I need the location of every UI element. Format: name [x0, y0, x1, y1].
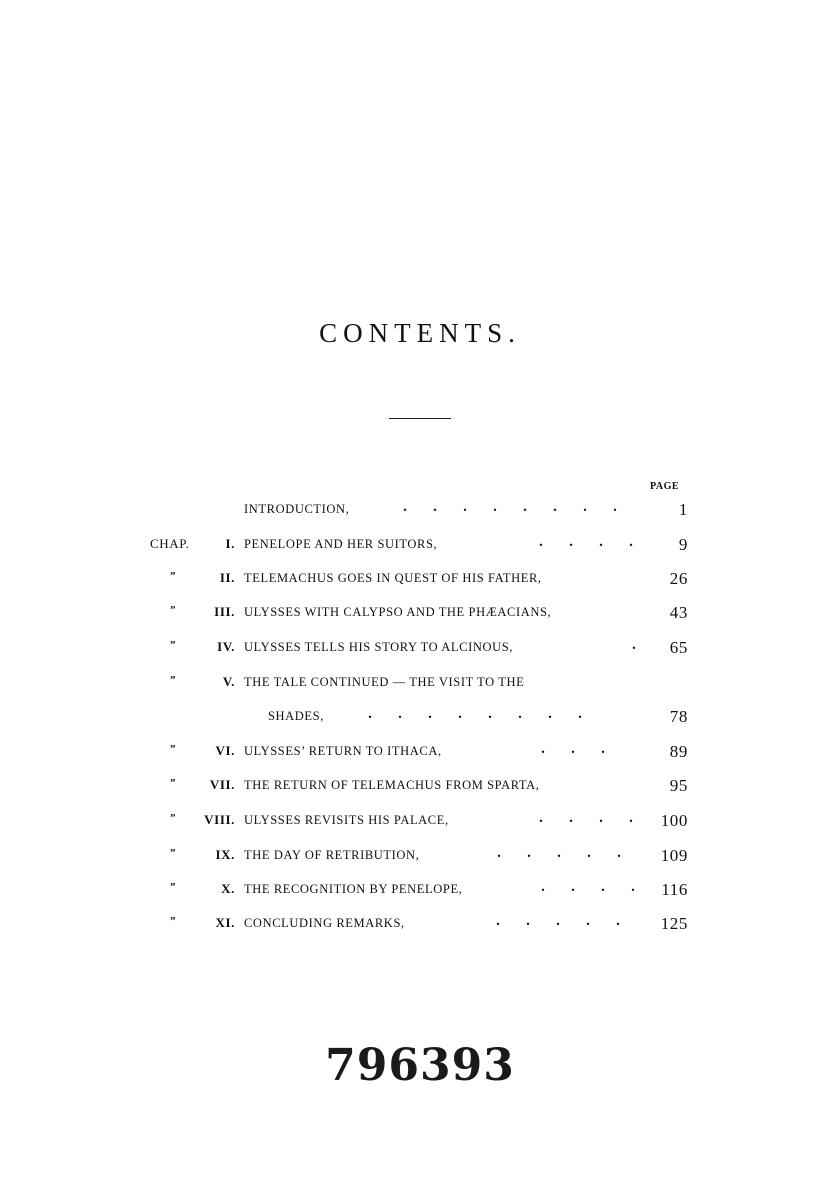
leader-dots: . . . . . . . . — [403, 499, 617, 515]
toc-entry-title: THE DAY OF RETRIBUTION, — [244, 848, 420, 862]
leader-dots: . . . . . — [496, 913, 620, 929]
chapter-number: II. — [219, 570, 235, 585]
chapter-number: IV. — [217, 639, 235, 654]
ditto-mark: ” — [170, 639, 177, 651]
ditto-mark: ” — [170, 570, 177, 582]
ditto-mark: ” — [170, 812, 177, 824]
toc-page-number: 43 — [669, 603, 688, 622]
library-stamp-number: 796393 — [325, 1040, 515, 1091]
toc-entry-title: ULYSSES’ RETURN TO ITHACA, — [244, 744, 442, 758]
leader-dots: . . . — [541, 741, 605, 757]
page-column-header: PAGE — [650, 481, 680, 492]
leader-dots: . . . . — [541, 879, 635, 895]
toc-entry-title: THE RETURN OF TELEMACHUS FROM SPARTA, — [244, 778, 540, 792]
leader-dots: . — [632, 637, 636, 653]
leader-dots: . . . . — [539, 534, 633, 550]
toc-row — [0, 913, 840, 935]
toc-page-number: 89 — [669, 742, 688, 761]
toc-page-number: 109 — [660, 846, 688, 865]
leader-dots: . . . . . — [497, 845, 621, 861]
chapter-number: I. — [225, 536, 235, 551]
toc-page-number: 1 — [678, 500, 688, 519]
leader-dots: . . . . — [539, 810, 633, 826]
toc-page-number: 100 — [660, 811, 688, 830]
chapter-number: XI. — [215, 915, 235, 930]
toc-row — [0, 845, 840, 867]
toc-entry-title: ULYSSES REVISITS HIS PALACE, — [244, 813, 449, 827]
page-title: CONTENTS. — [319, 318, 521, 348]
toc-page-number: 9 — [678, 535, 688, 554]
ditto-mark: ” — [170, 881, 177, 893]
toc-entry-title: PENELOPE AND HER SUITORS, — [244, 537, 438, 551]
toc-page-number: 95 — [669, 776, 688, 795]
ditto-mark: ” — [170, 674, 177, 686]
toc-row — [0, 706, 840, 728]
chapter-number: III. — [214, 604, 235, 619]
toc-page-number: 78 — [669, 707, 688, 726]
chapter-number: V. — [222, 674, 235, 689]
chapter-number: VIII. — [204, 812, 235, 827]
title-rule — [389, 418, 451, 419]
toc-row — [0, 672, 840, 694]
ditto-mark: ” — [170, 604, 177, 616]
toc-entry-title: ULYSSES WITH CALYPSO AND THE PHÆACIANS, — [244, 605, 552, 619]
toc-row — [0, 741, 840, 763]
toc-page-number: 26 — [669, 569, 688, 588]
chapter-number: X. — [221, 881, 235, 896]
toc-page-number: 125 — [660, 914, 688, 933]
toc-row — [0, 637, 840, 659]
toc-row — [0, 568, 840, 590]
ditto-mark: ” — [170, 847, 177, 859]
toc-entry-title: CONCLUDING REMARKS, — [244, 916, 405, 930]
chapter-number: IX. — [215, 847, 235, 862]
chapter-number: VII. — [209, 777, 235, 792]
toc-page-number: 65 — [669, 638, 688, 657]
toc-row — [0, 775, 840, 797]
ditto-mark: ” — [170, 915, 177, 927]
toc-entry-title: ULYSSES TELLS HIS STORY TO ALCINOUS, — [244, 640, 514, 654]
toc-row — [0, 810, 840, 832]
ditto-mark: ” — [170, 743, 177, 755]
toc-entry-title: TELEMACHUS GOES IN QUEST OF HIS FATHER, — [244, 571, 542, 585]
toc-entry-title-continued: SHADES, — [268, 709, 324, 723]
toc-entry-title: THE RECOGNITION BY PENELOPE, — [244, 882, 463, 896]
toc-row — [0, 499, 840, 521]
toc-row — [0, 602, 840, 624]
ditto-mark: ” — [170, 777, 177, 789]
chapter-label: CHAP. — [150, 536, 190, 551]
leader-dots: . . . . . . . . — [368, 706, 582, 722]
toc-row — [0, 879, 840, 901]
toc-page-number: 116 — [661, 880, 688, 899]
toc-entry-title: THE TALE CONTINUED — THE VISIT TO THE — [244, 675, 525, 689]
chapter-number: VI. — [215, 743, 235, 758]
toc-entry-title: INTRODUCTION, — [244, 502, 350, 516]
toc-row — [0, 534, 840, 556]
